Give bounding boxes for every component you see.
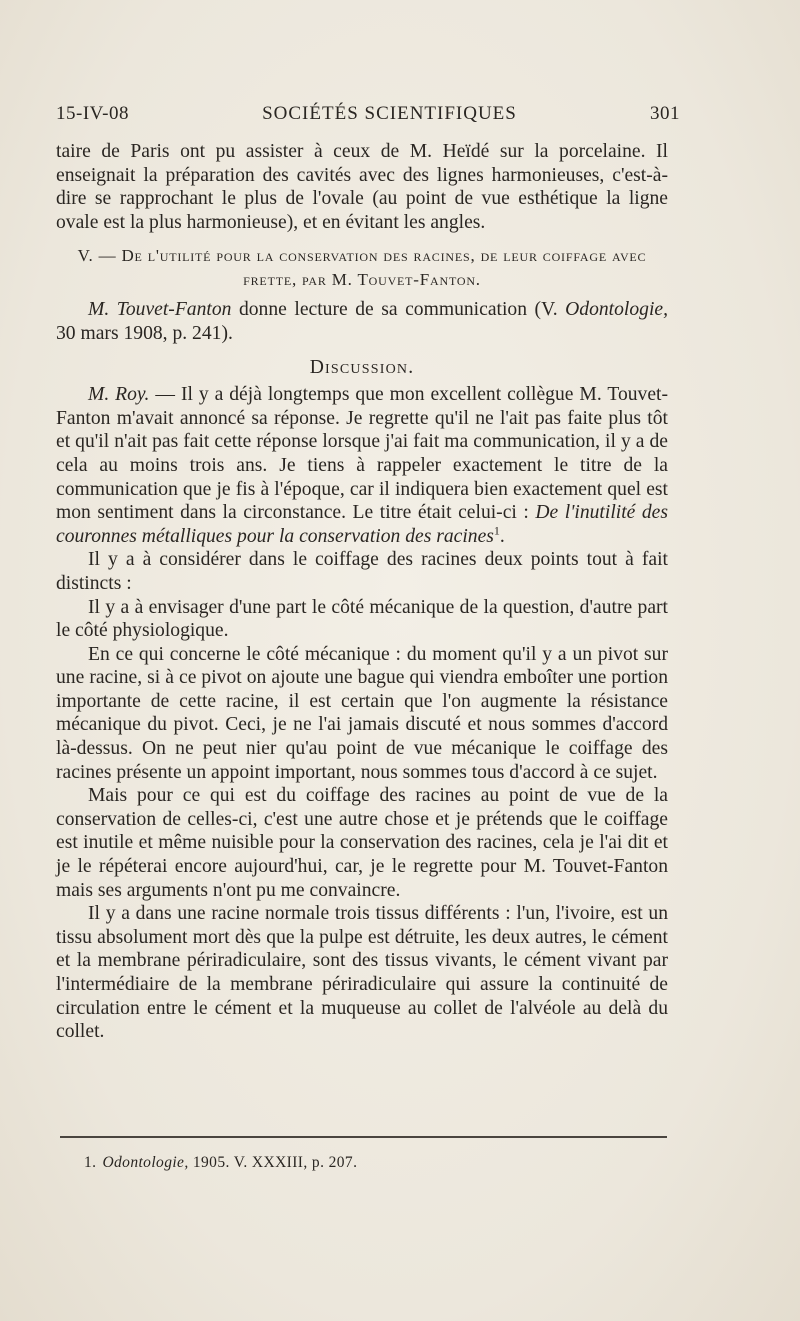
footnote-text: 1905. V. XXXIII, p. 207.	[188, 1154, 358, 1171]
paragraph-conservation: Mais pour ce qui est du coiffage des racines au point de vue de la conservation de celles-ci, c'est une autre chose et je prétends que le coiffage est inutile et même nuisible pour la conservation des racines, cela je l'ai dit et je le répéterai encore aujourd'hui, car, je le regrette pour M. Touvet-Fanton mais ses arguments n'ont pu me convaincre.	[56, 785, 668, 901]
paragraph-communication: M. Touvet-Fanton donne lecture de sa communication (V. Odontologie, 30 mars 1908, p. 241).	[56, 299, 668, 344]
page-number: 301	[649, 103, 680, 124]
paragraph-roy: M. Roy. — Il y a déjà longtemps que mon excellent collègue M. Touvet-Fanton m'avait annoncé sa réponse. Je regrette qu'il ne l'ait pas faite plus tôt et qu'il n'ait pas fait cette réponse lorsque j'ai fait ma communication, il y a de cela au moins trois ans. Je tiens à rappeler exactement le titre de la communication que je fis à l'époque, car il indiquera bien exactement quel est mon sentiment dans la circonstance. Le titre était celui-ci : De l'inutilité des couronnes métalliques pour la conservation des racines$^1$.	[56, 384, 668, 547]
footnote-divider	[60, 1136, 667, 1138]
paragraph-tissus: Il y a dans une racine normale trois tissus différents : l'un, l'ivoire, est un tissu absolument mort dès que la pulpe est détruite, les deux autres, le cément et la membrane périradiculaire, sont des tissus vivants, le cément vivant par l'intermédiaire de la membrane périradiculaire qui assure la continuité de circulation entre le cément et la muqueuse au collet de l'alvéole au delà du collet.	[56, 903, 668, 1043]
paragraph-mecanique: En ce qui concerne le côté mécanique : du moment qu'il y a un pivot sur une racine, si à ce pivot on ajoute une bague qui viendra emboîter une portion importante de cette racine, il est certain que l'on augmente la résistance mécanique du pivot. Ceci, je ne l'ai jamais discuté et nous sommes d'accord là-dessus. On ne peut nier qu'au point de vue mécanique le coiffage des racines présente un appoint important, nous sommes tous d'accord à ce sujet.	[56, 643, 668, 783]
section-heading: V. — De l'utilité pour la conservation des racines, de leur coiffage avec frette, par M. Touvet-Fanton.	[77, 246, 647, 290]
paragraph-two-points: Il y a à considérer dans le coiffage des racines deux points tout à fait distincts :	[56, 549, 668, 594]
footnote-label: 1.	[84, 1154, 97, 1171]
header-date: 15-IV-08	[56, 103, 129, 124]
footnote	[84, 1154, 357, 1172]
main-text	[56, 140, 668, 1044]
journal-name: Odontologie,	[565, 299, 668, 321]
paragraph-envisager: Il y a à envisager d'une part le côté mécanique de la question, d'autre part le côté physiologique.	[56, 596, 668, 642]
footnote-journal: Odontologie,	[102, 1154, 189, 1171]
speaker-name: M. Roy.	[88, 384, 150, 406]
running-head	[56, 103, 680, 125]
header-section-title: SOCIÉTÉS SCIENTIFIQUES	[262, 103, 517, 124]
discussion-heading: Discussion.	[309, 356, 415, 378]
footnote-marker: 1	[493, 523, 500, 538]
author-name: M. Touvet-Fanton	[88, 299, 232, 321]
paragraph-continued: taire de Paris ont pu assister à ceux de M. Heïdé sur la porcelaine. Il enseignait la préparation des cavités avec des lignes harmonieuses, c'est-à-dire se rapprochant le plus de l'ovale (au point de vue esthétique la ligne ovale est la plus harmonieuse), et en évitant les angles.	[56, 141, 668, 233]
cited-title: De l'inutilité des couronnes métalliques pour la conservation des racines	[56, 502, 668, 547]
